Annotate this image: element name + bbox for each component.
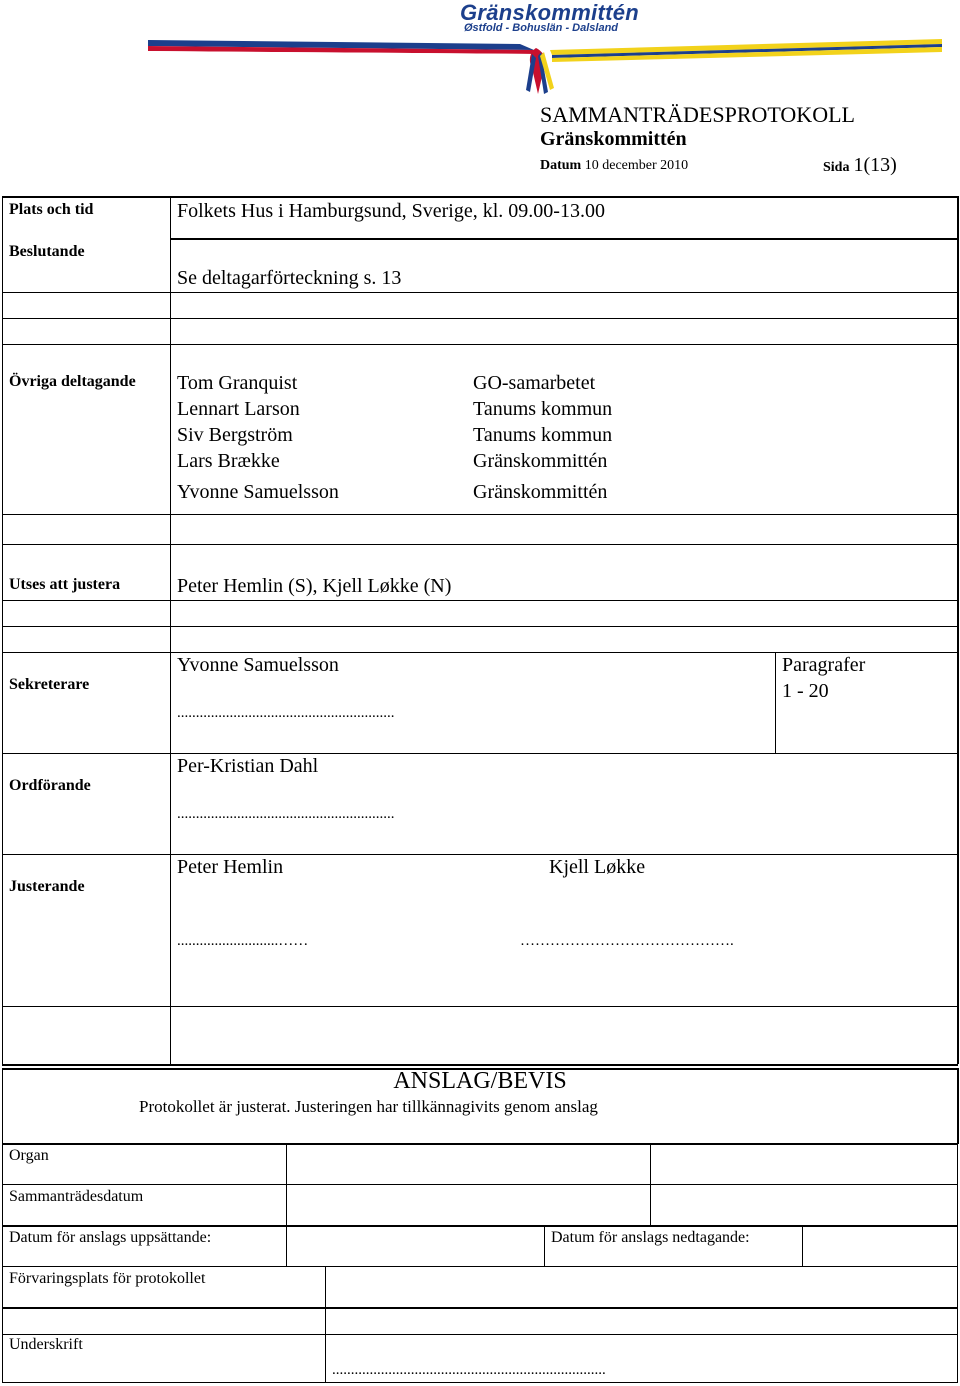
participant-org: Gränskommittén (473, 450, 608, 472)
adjusters-appointed-value: Peter Hemlin (S), Kjell Løkke (N) (177, 575, 452, 597)
date-value: 10 december 2010 (584, 158, 689, 173)
meeting-date-label: Sammanträdesdatum (9, 1188, 144, 1205)
signature-line: ......................................................................... (332, 1362, 606, 1378)
logo-ribbon-icon (140, 30, 950, 100)
secretary-label: Sekreterare (9, 676, 90, 693)
organ-label: Organ (9, 1147, 49, 1164)
signature-label: Underskrift (9, 1336, 83, 1353)
adjuster-1-name: Peter Hemlin (177, 856, 284, 878)
deciding-label: Beslutande (9, 243, 85, 260)
paragraphs-label: Paragrafer (782, 654, 866, 676)
organization-name: Gränskommittén (540, 128, 687, 150)
participant-org: Tanums kommun (473, 424, 613, 446)
notice-title: ANSLAG/BEVIS (393, 1068, 567, 1094)
secretary-name: Yvonne Samuelsson (177, 654, 339, 676)
place-time-label: Plats och tid (9, 201, 94, 218)
other-participants-label: Övriga deltagande (9, 373, 136, 390)
chair-signature-line: .......................................................... (177, 806, 395, 822)
secretary-signature-line: .......................................................... (177, 705, 395, 721)
participant-name: Siv Bergström (177, 424, 293, 446)
chair-label: Ordförande (9, 777, 91, 794)
participant-name: Tom Granquist (177, 372, 298, 394)
chair-name: Per-Kristian Dahl (177, 755, 319, 777)
removed-date-label: Datum för anslags nedtagande: (551, 1229, 750, 1246)
participant-org: Tanums kommun (473, 398, 613, 420)
date-label: Datum (540, 158, 582, 173)
participant-name: Lars Brække (177, 450, 280, 472)
document-type: SAMMANTRÄDESPROTOKOLL (540, 102, 855, 127)
place-time-value: Folkets Hus i Hamburgsund, Sverige, kl. 09.00-13.00 (177, 200, 605, 222)
adjuster-2-name: Kjell Løkke (549, 856, 646, 878)
logo-subtitle: Østfold - Bohuslän - Dalsland (464, 22, 619, 34)
adjusters-appointed-label: Utses att justera (9, 576, 121, 593)
page-indicator (823, 154, 897, 177)
adjusting-label: Justerande (9, 878, 85, 895)
adjuster-2-signature-line: ……………………………………. (520, 933, 734, 949)
adjuster-1-signature-line: ...........................…… (177, 933, 309, 949)
date-line (540, 158, 688, 174)
logo (140, 0, 950, 100)
participant-org: GO-samarbetet (473, 372, 596, 394)
participant-org: Gränskommittén (473, 481, 608, 503)
page-value: 1(13) (853, 154, 897, 176)
participant-name: Lennart Larson (177, 398, 300, 420)
storage-label: Förvaringsplats för protokollet (9, 1270, 206, 1287)
participant-name: Yvonne Samuelsson (177, 481, 339, 503)
posted-date-label: Datum för anslags uppsättande: (9, 1229, 212, 1246)
deciding-value: Se deltagarförteckning s. 13 (177, 267, 402, 289)
paragraphs-value: 1 - 20 (782, 680, 829, 702)
notice-text: Protokollet är justerat. Justeringen har tillkännagivits genom anslag (139, 1097, 598, 1116)
page-label: Sida (823, 160, 850, 175)
logo-name: Gränskommittén (460, 0, 640, 25)
